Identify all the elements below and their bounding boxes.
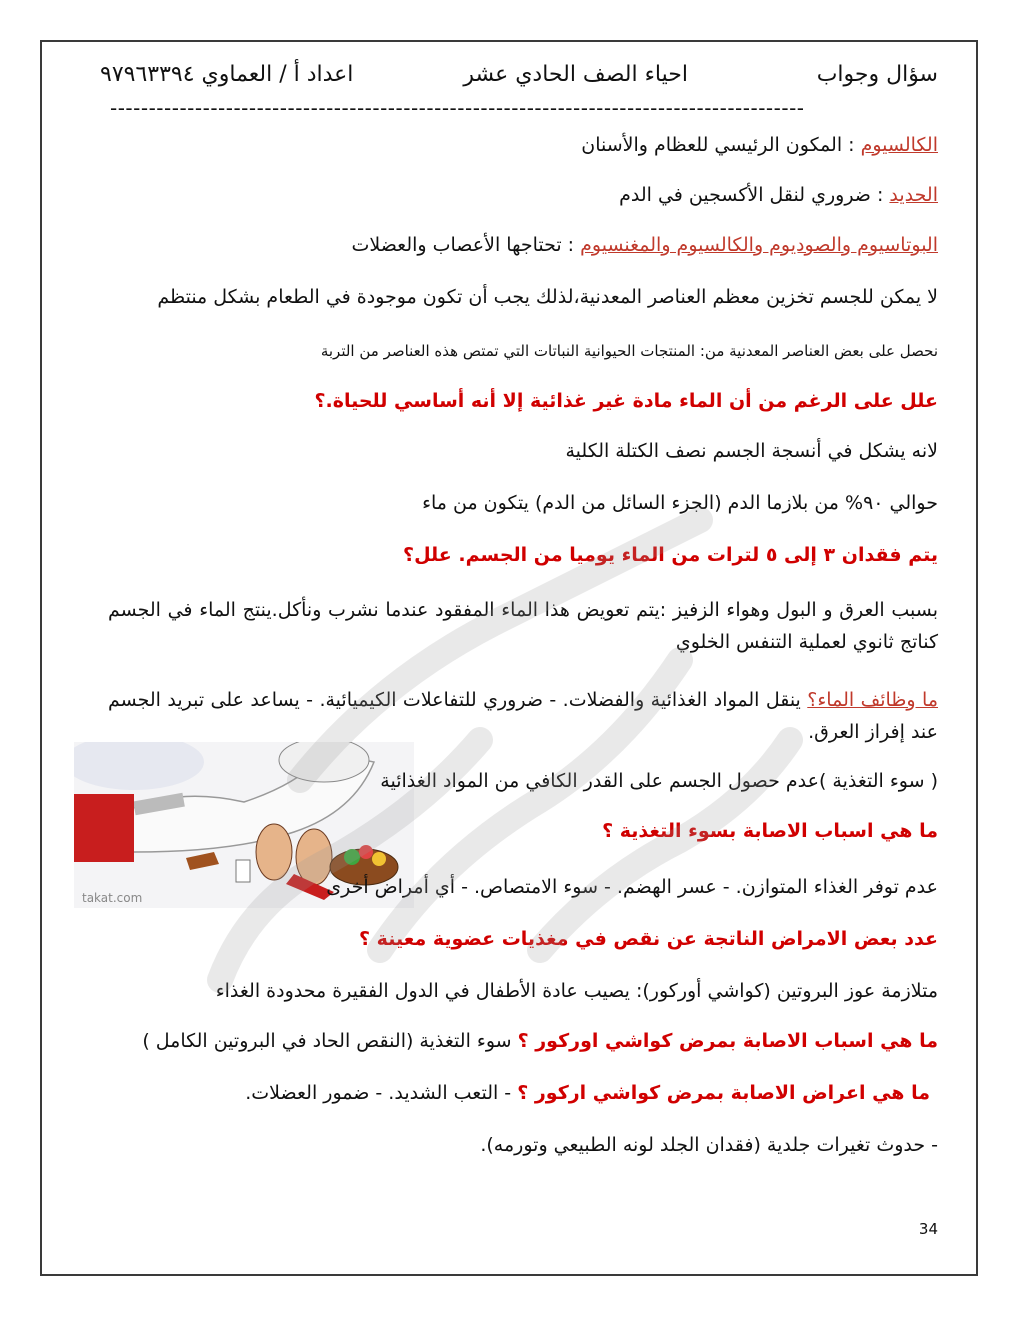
iron-line <box>619 184 938 206</box>
malnutrition-definition: ( سوء التغذية )عدم حصول الجسم على القدر الكافي من المواد الغذائية <box>380 770 938 792</box>
minerals-line <box>351 234 938 256</box>
header-course: احياء الصف الحادي عشر <box>463 62 688 87</box>
image-caption: takat.com <box>82 891 143 905</box>
malnutrition-causes-answer: عدم توفر الغذاء المتوازن. - عسر الهضم. - سوء الامتصاص. - أي أمراض أخرى <box>326 876 938 898</box>
calcium-term: الكالسيوم <box>860 134 938 156</box>
minerals-text: : تحتاجها الأعصاب والعضلات <box>351 234 581 256</box>
kwashiorkor-symptoms-line <box>245 1082 930 1104</box>
kwashiorkor-symptoms-answer: - التعب الشديد. - ضمور العضلات. <box>245 1082 518 1104</box>
iron-term: الحديد <box>889 184 938 206</box>
kwashiorkor-causes-line <box>142 1030 938 1052</box>
functions-term: ما وظائف الماء؟ <box>807 689 938 711</box>
question-deficiency-diseases: عدد بعض الامراض الناتجة عن نقص في مغذيات عضوية معينة ؟ <box>359 928 938 950</box>
question-water-loss: يتم فقدان ٣ إلى ٥ لترات من الماء يوميا من الجسم. علل؟ <box>403 544 938 566</box>
question-kwashiorkor-causes: ما هي اسباب الاصابة بمرض كواشي اوركور ؟ <box>517 1030 938 1052</box>
kwashiorkor-definition: متلازمة عوز البروتين (كواشي أوركور): يصيب عادة الأطفال في الدول الفقيرة محدودة الغذاء <box>215 980 938 1002</box>
water-answer-2: حوالي ٩٠% من بلازما الدم (الجزء السائل من الدم) يتكون من ماء <box>422 492 938 514</box>
iron-text: : ضروري لنقل الأكسجين في الدم <box>619 184 890 206</box>
page-header <box>100 62 938 96</box>
skin-changes: - حدوث تغيرات جلدية (فقدان الجلد لونه الطبيعي وتورمه). <box>480 1134 938 1156</box>
minerals-term: البوتاسيوم والصوديوم والكالسيوم والمغنسيوم <box>580 234 938 256</box>
water-loss-answer: بسبب العرق و البول وهواء الزفيز :يتم تعويض هذا الماء المفقود عندما نشرب ونأكل.ينتج الماء في الجسم كناتج ثانوي لعملية التنفس الخلوي <box>108 599 938 653</box>
header-subject: سؤال وجواب <box>816 62 938 87</box>
sources-line: نحصل على بعض العناصر المعدنية من: المنتجات الحيوانية النباتات التي تمتص هذه العناصر من التربة <box>320 342 938 360</box>
calcium-text: : المكون الرئيسي للعظام والأسنان <box>581 134 861 156</box>
question-malnutrition-causes: ما هي اسباب الاصابة بسوء التغذية ؟ <box>602 820 938 842</box>
header-separator: ------------------------------------------------------------------------------------------ <box>110 96 805 120</box>
question-water: علل على الرغم من أن الماء مادة غير غذائية إلا أنه أساسي للحياة.؟ <box>314 390 938 412</box>
water-answer-1: لانه يشكل في أنسجة الجسم نصف الكتلة الكلية <box>565 440 938 462</box>
storage-line: لا يمكن للجسم تخزين معظم العناصر المعدنية،لذلك يجب أن تكون موجودة في الطعام بشكل منتظم <box>157 286 938 308</box>
kwashiorkor-causes-answer: سوء التغذية (النقص الحاد في البروتين الكامل ) <box>142 1030 518 1052</box>
page-number: 34 <box>918 1220 938 1238</box>
question-kwashiorkor-symptoms: ما هي اعراض الاصابة بمرض كواشي اركور ؟ <box>517 1082 930 1104</box>
water-functions <box>108 684 938 748</box>
functions-text: ينقل المواد الغذائية والفضلات. - ضروري للتفاعلات الكيميائية. - يساعد على تبريد الجسم عند إفراز العرق. <box>108 689 938 743</box>
header-author: اعداد أ / العماوي ٩٧٩٦٣٣٩٤ <box>100 62 354 87</box>
calcium-line <box>581 134 938 156</box>
